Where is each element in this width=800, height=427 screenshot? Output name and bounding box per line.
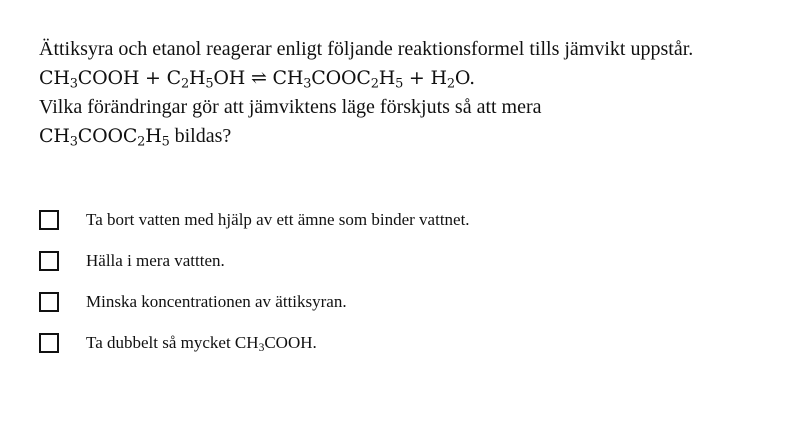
prod-a-sub: 3 — [69, 134, 78, 150]
eq-p2-sub: 2 — [446, 76, 455, 92]
eq-r2-sub2: 5 — [205, 76, 214, 92]
eq-p1-c: H — [378, 67, 396, 89]
eq-p2: H — [430, 67, 447, 89]
eq-r2-b: H — [188, 67, 206, 89]
prod-c: H — [145, 125, 162, 147]
reaction-equation — [39, 64, 739, 93]
eq-p1-b: COOC — [311, 67, 371, 89]
eq-p1: CH — [272, 67, 304, 89]
prod-b-sub: 2 — [137, 134, 146, 150]
option-4-label — [86, 333, 317, 353]
eq-p1-sub1: 3 — [303, 76, 312, 92]
equilibrium-arrow: ⇌ — [245, 67, 273, 89]
eq-r2: C — [166, 67, 181, 89]
eq-plus-1: + — [139, 67, 167, 89]
prod-a: CH — [39, 125, 70, 147]
eq-r2-c: OH — [213, 67, 246, 89]
eq-r1: CH — [39, 67, 70, 89]
prod-b: COOC — [77, 125, 138, 147]
question-text — [39, 35, 739, 151]
option-2[interactable] — [39, 240, 759, 281]
question-prompt-line2 — [39, 122, 739, 151]
product-formula — [39, 125, 170, 150]
checkbox-2[interactable] — [39, 251, 59, 271]
eq-r1-b: COOH — [77, 67, 140, 89]
eq-p1-sub2: 2 — [370, 76, 379, 92]
eq-p2-b: O. — [454, 67, 475, 89]
option-1-label: Ta bort vatten med hjälp av ett ämne som binder vattnet. — [86, 209, 470, 229]
answer-options — [39, 199, 759, 363]
option-3-label: Minska koncentrationen av ättiksyran. — [86, 291, 347, 311]
option-4-label-pre: Ta dubbelt så mycket CH — [86, 332, 259, 352]
prompt-end: bildas? — [169, 125, 232, 147]
checkbox-1[interactable] — [39, 210, 59, 230]
option-1[interactable] — [39, 199, 759, 240]
checkbox-4[interactable] — [39, 333, 59, 353]
checkbox-3[interactable] — [39, 292, 59, 312]
question-intro: Ättiksyra och etanol reagerar enligt följande reaktionsformel tills jämvikt uppstår. — [39, 38, 694, 60]
option-2-label: Hälla i mera vattten. — [86, 250, 225, 270]
option-4-label-sub: 3 — [258, 340, 265, 354]
option-4[interactable] — [39, 322, 759, 363]
eq-r1-sub: 3 — [69, 76, 78, 92]
eq-plus-2: + — [403, 67, 431, 89]
question-prompt: Vilka förändringar gör att jämviktens läge förskjuts så att mera — [39, 96, 542, 118]
eq-p1-sub3: 5 — [395, 76, 404, 92]
eq-r2-sub1: 2 — [180, 76, 189, 92]
prod-c-sub: 5 — [161, 134, 170, 150]
option-3[interactable] — [39, 281, 759, 322]
option-4-label-post: COOH. — [264, 332, 317, 352]
